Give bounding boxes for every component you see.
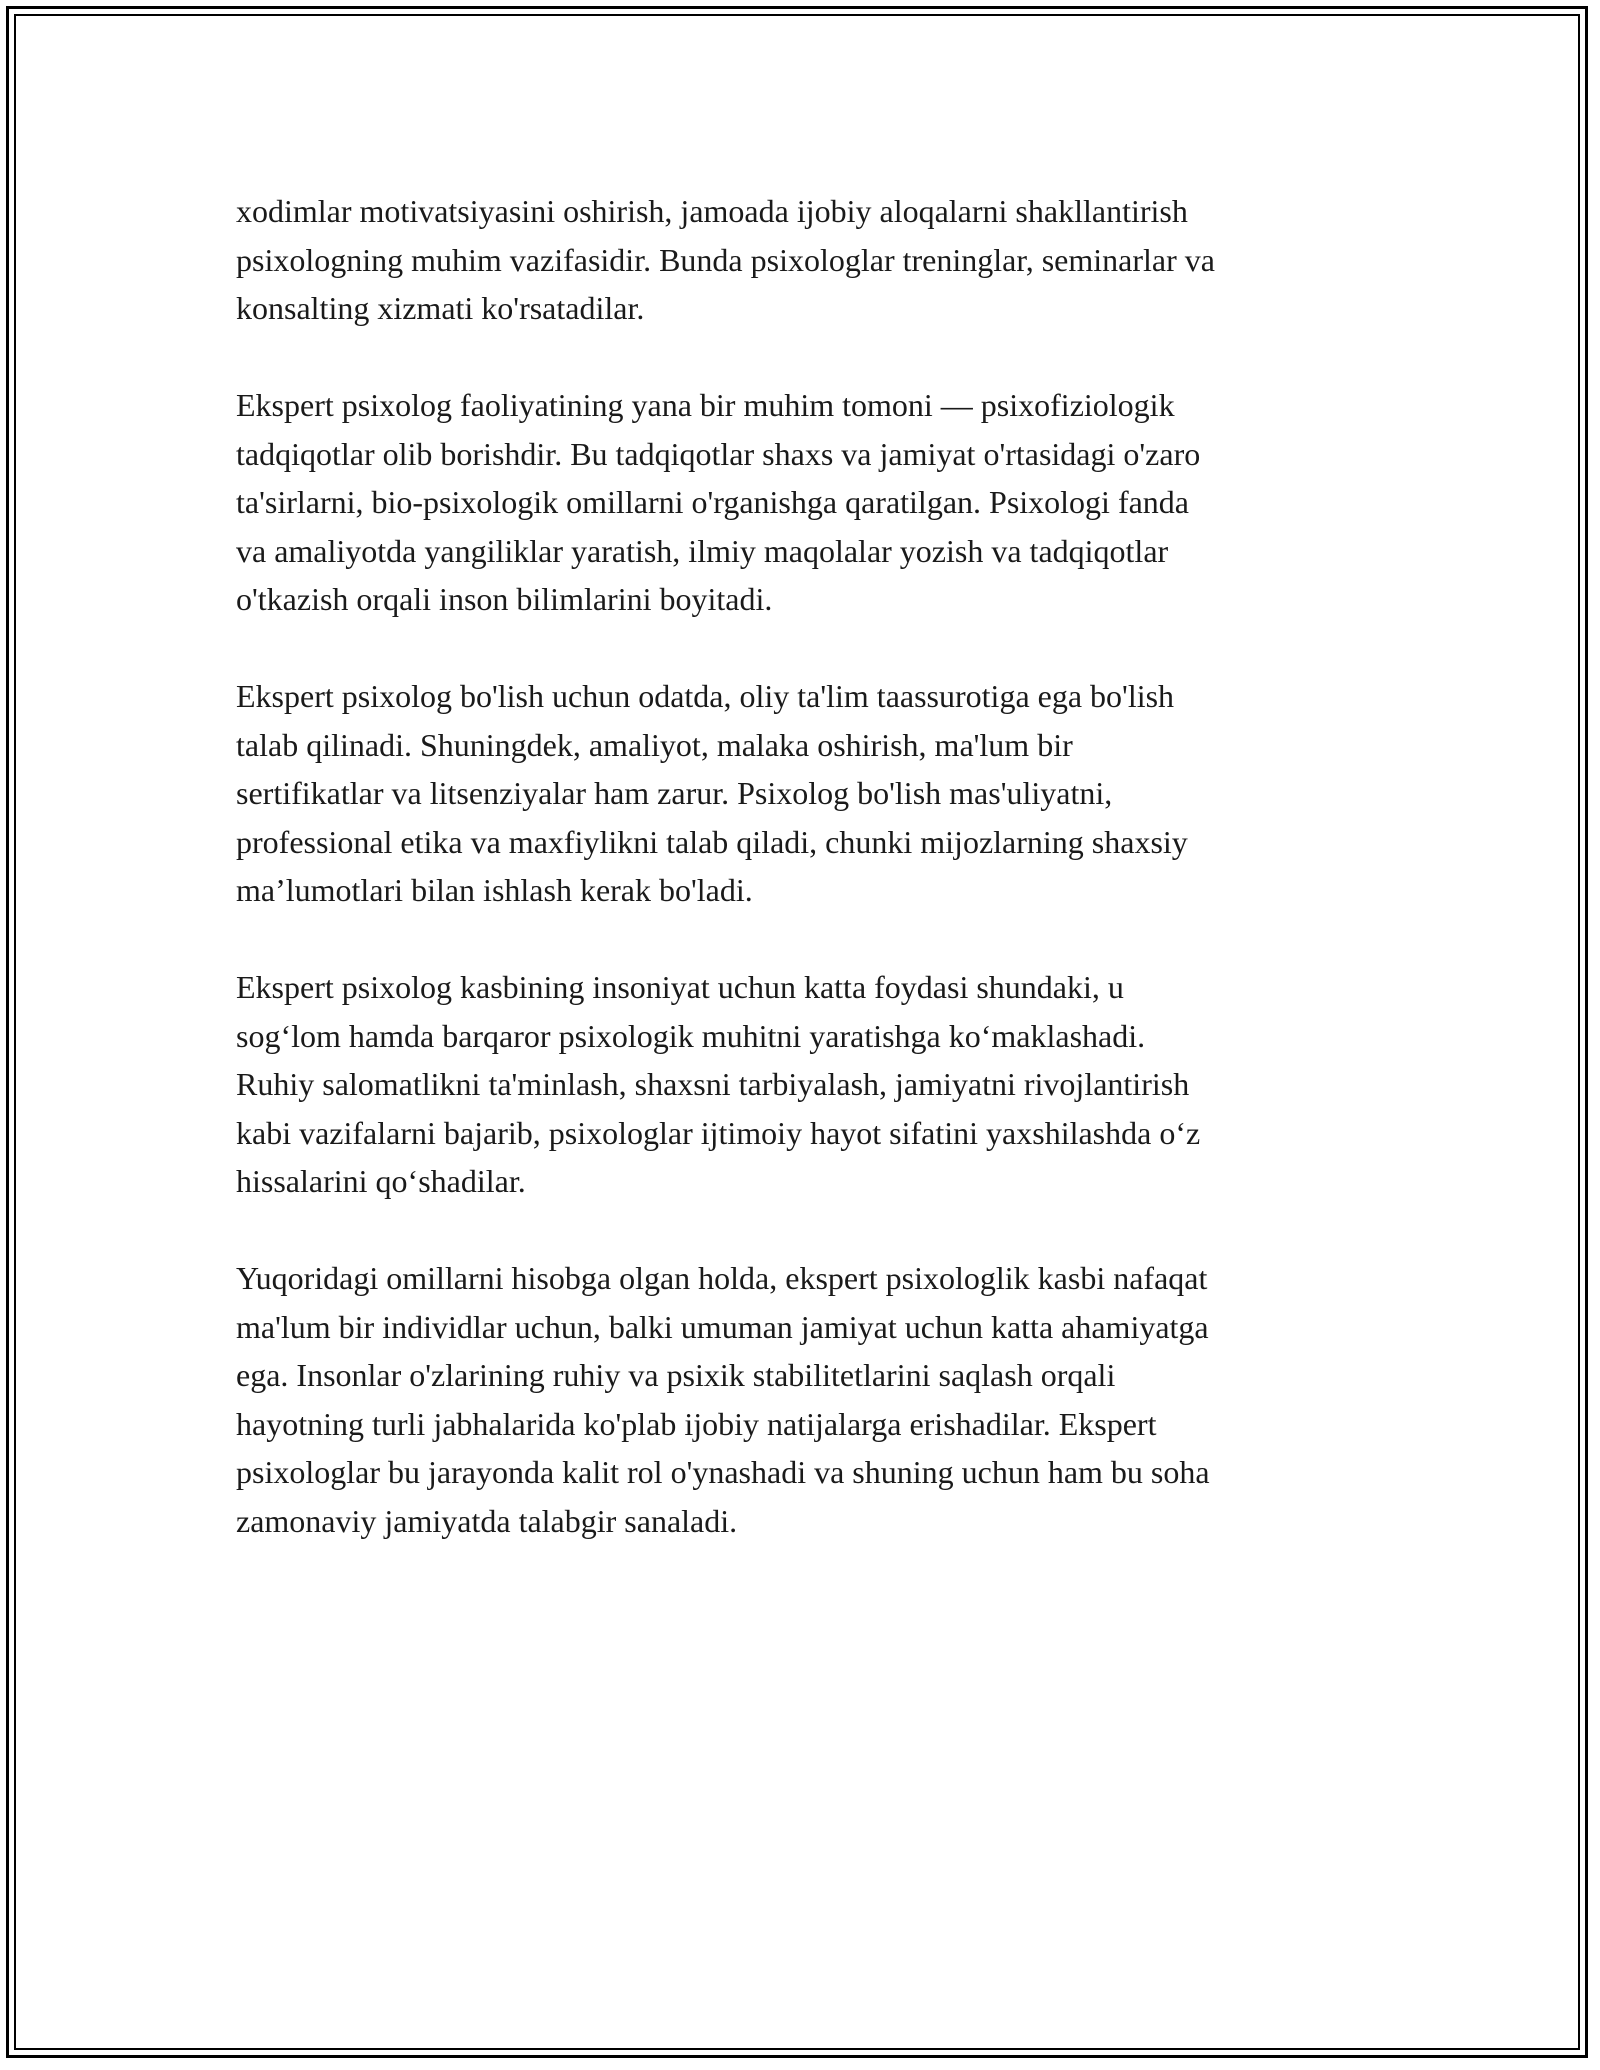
text-line: psixologlar bu jarayonda kalit rol o'ynashadi va shuning uchun ham bu soha — [236, 1454, 1210, 1490]
text-line: psixologning muhim vazifasidir. Bunda psixologlar treninglar, seminarlar va — [236, 241, 1215, 278]
text-line: konsalting xizmati ko'rsatadilar. — [236, 290, 645, 326]
text-line: zamonaviy jamiyatda talabgir sanaladi. — [236, 1502, 738, 1539]
text-line: sog‘lom hamda barqaror psixologik muhitni yaratishga ko‘maklashadi. — [236, 1017, 1146, 1054]
text-line: o'tkazish orqali inson bilimlarini boyitadi. — [236, 581, 773, 617]
paragraph-5 — [236, 1254, 1396, 1545]
text-line: kabi vazifalarni bajarib, psixologlar ijtimoiy hayot sifatini yaxshilashda o‘z — [236, 1114, 1201, 1151]
text-line: xodimlar motivatsiyasini oshirish, jamoada ijobiy aloqalarni shakllantirish — [236, 193, 1188, 229]
text-line: Ekspert psixolog bo'lish uchun odatda, oliy ta'lim taassurotiga ega bo'lish — [236, 678, 1175, 714]
text-line: ma’lumotlari bilan ishlash kerak bo'ladi. — [236, 872, 753, 908]
text-line: tadqiqotlar olib borishdir. Bu tadqiqotlar shaxs va jamiyat o'rtasidagi o'zaro — [236, 435, 1201, 472]
text-line: Ekspert psixolog faoliyatining yana bir muhim tomoni — psixofiziologik — [236, 387, 1175, 423]
paragraph-3 — [236, 672, 1396, 915]
text-line: Ruhiy salomatlikni ta'minlash, shaxsni tarbiyalash, jamiyatni rivojlantirish — [236, 1066, 1190, 1102]
text-line: hayotning turli jabhalarida ko'plab ijobiy natijalarga erishadilar. Ekspert — [236, 1405, 1157, 1442]
document-body — [236, 187, 1396, 1594]
paragraph-1 — [236, 187, 1396, 333]
text-line: hissalarini qo‘shadilar. — [236, 1163, 526, 1199]
text-line: ma'lum bir individlar uchun, balki umuman jamiyat uchun katta ahamiyatga — [236, 1308, 1209, 1345]
text-line: ta'sirlarni, bio-psixologik omillarni o'rganishga qaratilgan. Psixologi fanda — [236, 484, 1189, 520]
text-line: sertifikatlar va litsenziyalar ham zarur. Psixolog bo'lish mas'uliyatni, — [236, 775, 1113, 811]
text-line: va amaliyotda yangiliklar yaratish, ilmiy maqolalar yozish va tadqiqotlar — [236, 532, 1169, 569]
text-line: Ekspert psixolog kasbining insoniyat uchun katta foydasi shundaki, u — [236, 969, 1124, 1005]
text-line: ega. Insonlar o'zlarining ruhiy va psixik stabilitetlarini saqlash orqali — [236, 1357, 1116, 1393]
text-line: talab qilinadi. Shuningdek, amaliyot, malaka oshirish, ma'lum bir — [236, 726, 1073, 763]
paragraph-2 — [236, 381, 1396, 624]
text-line: Yuqoridagi omillarni hisobga olgan holda, ekspert psixologlik kasbi nafaqat — [236, 1260, 1208, 1296]
paragraph-4 — [236, 963, 1396, 1206]
text-line: professional etika va maxfiylikni talab qiladi, chunki mijozlarning shaxsiy — [236, 823, 1188, 860]
